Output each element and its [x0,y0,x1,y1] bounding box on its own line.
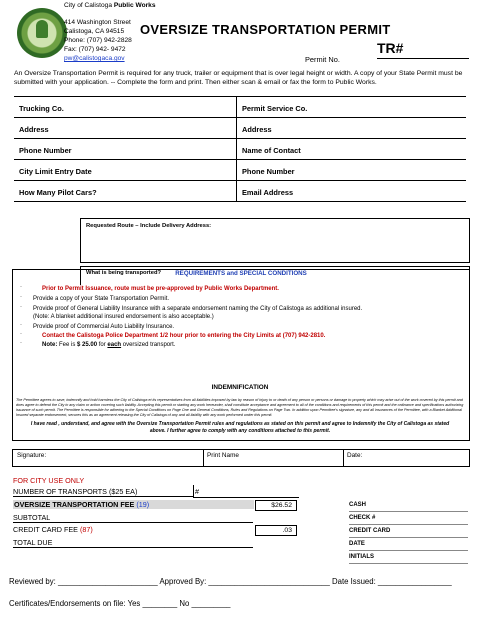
signature-label: Signature: [17,452,47,459]
transported-label: What is being transported? [86,270,162,276]
req-liability-note: (Note: A blanket additional insured endorsement is also acceptable.) [33,314,214,320]
indemnification-text: The Permittee agrees to save, indemnify and hold harmless the City of Calistoga et its representatives from all liabilities imposed by law by reason of injury to or death of any person or persons or damage to property which may arise out of the work covered by this permit and does agree to defend the City in any claim or action covering such liability. Accepting this permit or starting any work hereunder, shall constitute acceptance and agreement to all of the conditions and requirements of this permit and the ordinance and specifications authorizing issuance of such permit. The Permittee is responsible for adhering to the Special Conditions on Page One and General Conditions, Rules and Regulations on Page Two. In addition upon Permittee's signature, any and all insurances of the Permittee, with a Blanket Additional Insured separate endorsement, secures this as an agreement releasing the City of Calistoga of any and all liability with any work performed under this permit. [16,398,464,417]
initials-field[interactable] [349,563,468,564]
cc-fee-value[interactable]: .03 [255,525,297,536]
req-liability-insurance: Provide proof of General Liability Insurance with a separate endorsement naming the City of Calistoga as additional insured. [33,306,363,312]
credit-card-field[interactable] [349,537,468,538]
agreement-statement: I have read , understand, and agree with the Oversize Transportation Permit rules and regulations as stated on this permit and agree to Indemnify the City of Calistoga as stated above. I further agree to comply with any conditions attached to this permit. [30,421,450,434]
review-approval-line[interactable]: Reviewed by: _______________________ Approved By: ____________________________ Date Issued: _________________ [9,577,452,586]
req-auto-insurance: Provide proof of Commercial Auto Liability Insurance. [33,324,175,330]
cash-field[interactable] [349,511,468,512]
date-label: Date: [347,452,363,459]
req-state-permit: Provide a copy of your State Transportation Permit. [33,296,170,302]
num-transports-label: NUMBER OF TRANSPORTS ($25 EA) [13,487,138,496]
applicant-info-grid [14,96,466,202]
fax-line: Fax: (707) 942- 9472 [64,46,126,53]
permit-no-label: Permit No. [305,55,340,64]
route-label: Requested Route – Include Delivery Address: [86,223,212,229]
check-label: CHECK # [349,515,376,521]
field-pilot-cars[interactable]: How Many Pilot Cars? [19,188,97,197]
fee-value[interactable]: $26.52 [255,500,297,511]
initials-label: INITIALS [349,554,374,560]
city-date-label: DATE [349,541,365,547]
field-entry-date[interactable]: City Limit Entry Date [19,167,92,176]
total-due-label: TOTAL DUE [13,538,53,547]
tr-number-label: TR# [377,40,404,56]
phone-line: Phone: (707) 942-2828 [64,37,132,44]
email-link[interactable]: pw@calistogaca.gov [64,55,125,62]
check-field[interactable] [349,524,468,525]
print-name-field[interactable] [245,449,340,465]
field-phone-right[interactable]: Phone Number [242,167,295,176]
field-email[interactable]: Email Address [242,188,294,197]
org-name: City of Calistoga Public Works [64,2,156,9]
tr-number-line[interactable] [377,58,469,59]
fee-row: OVERSIZE TRANSPORTATION FEE (19) [13,500,254,509]
credit-card-label: CREDIT CARD [349,528,391,534]
certificates-line[interactable]: Certificates/Endorsements on file: Yes ________ No _________ [9,599,231,608]
date-field[interactable] [370,449,467,465]
field-trucking-co[interactable]: Trucking Co. [19,104,64,113]
cash-label: CASH [349,502,367,508]
transports-hash: # [195,487,199,496]
city-use-title: FOR CITY USE ONLY [13,476,85,485]
field-address-left[interactable]: Address [19,125,49,134]
intro-text: An Oversize Transportation Permit is required for any truck, trailer or equipment that is over legal height or width. A copy of your State Permit must be submitted with your application. -- Complete the form and print. Then either scan & email or fax the form to Public Works. [14,70,463,87]
subtotal-label: SUBTOTAL [13,513,51,522]
city-date-field[interactable] [349,550,468,551]
city-seal-logo [17,8,67,58]
page-title: OVERSIZE TRANSPORTATION PERMIT [140,22,391,37]
field-contact-name[interactable]: Name of Contact [242,146,301,155]
indemnification-title: INDEMNIFICATION [211,384,269,391]
req-preapproval: Prior to Permit Issuance, route must be pre-approved by Public Works Department. [42,286,279,292]
city-address: Calistoga, CA 94515 [64,28,125,35]
field-address-right[interactable]: Address [242,125,272,134]
field-phone-left[interactable]: Phone Number [19,146,72,155]
field-permit-service[interactable]: Permit Service Co. [242,104,308,113]
cc-fee-label: CREDIT CARD FEE (87) [13,525,93,534]
signature-field[interactable] [60,449,200,465]
requirements-title: REQUIREMENTS and SPECIAL CONDITIONS [175,270,307,277]
req-fee-note: Note: Fee is $ 25.00 for each oversized transport. [42,342,176,348]
req-contact-police: Contact the Calistoga Police Department 1/2 hour prior to entering the City Limits at (707) 942-2810. [42,333,326,339]
street-address: 414 Washington Street [64,19,131,26]
print-name-label: Print Name [207,452,239,459]
